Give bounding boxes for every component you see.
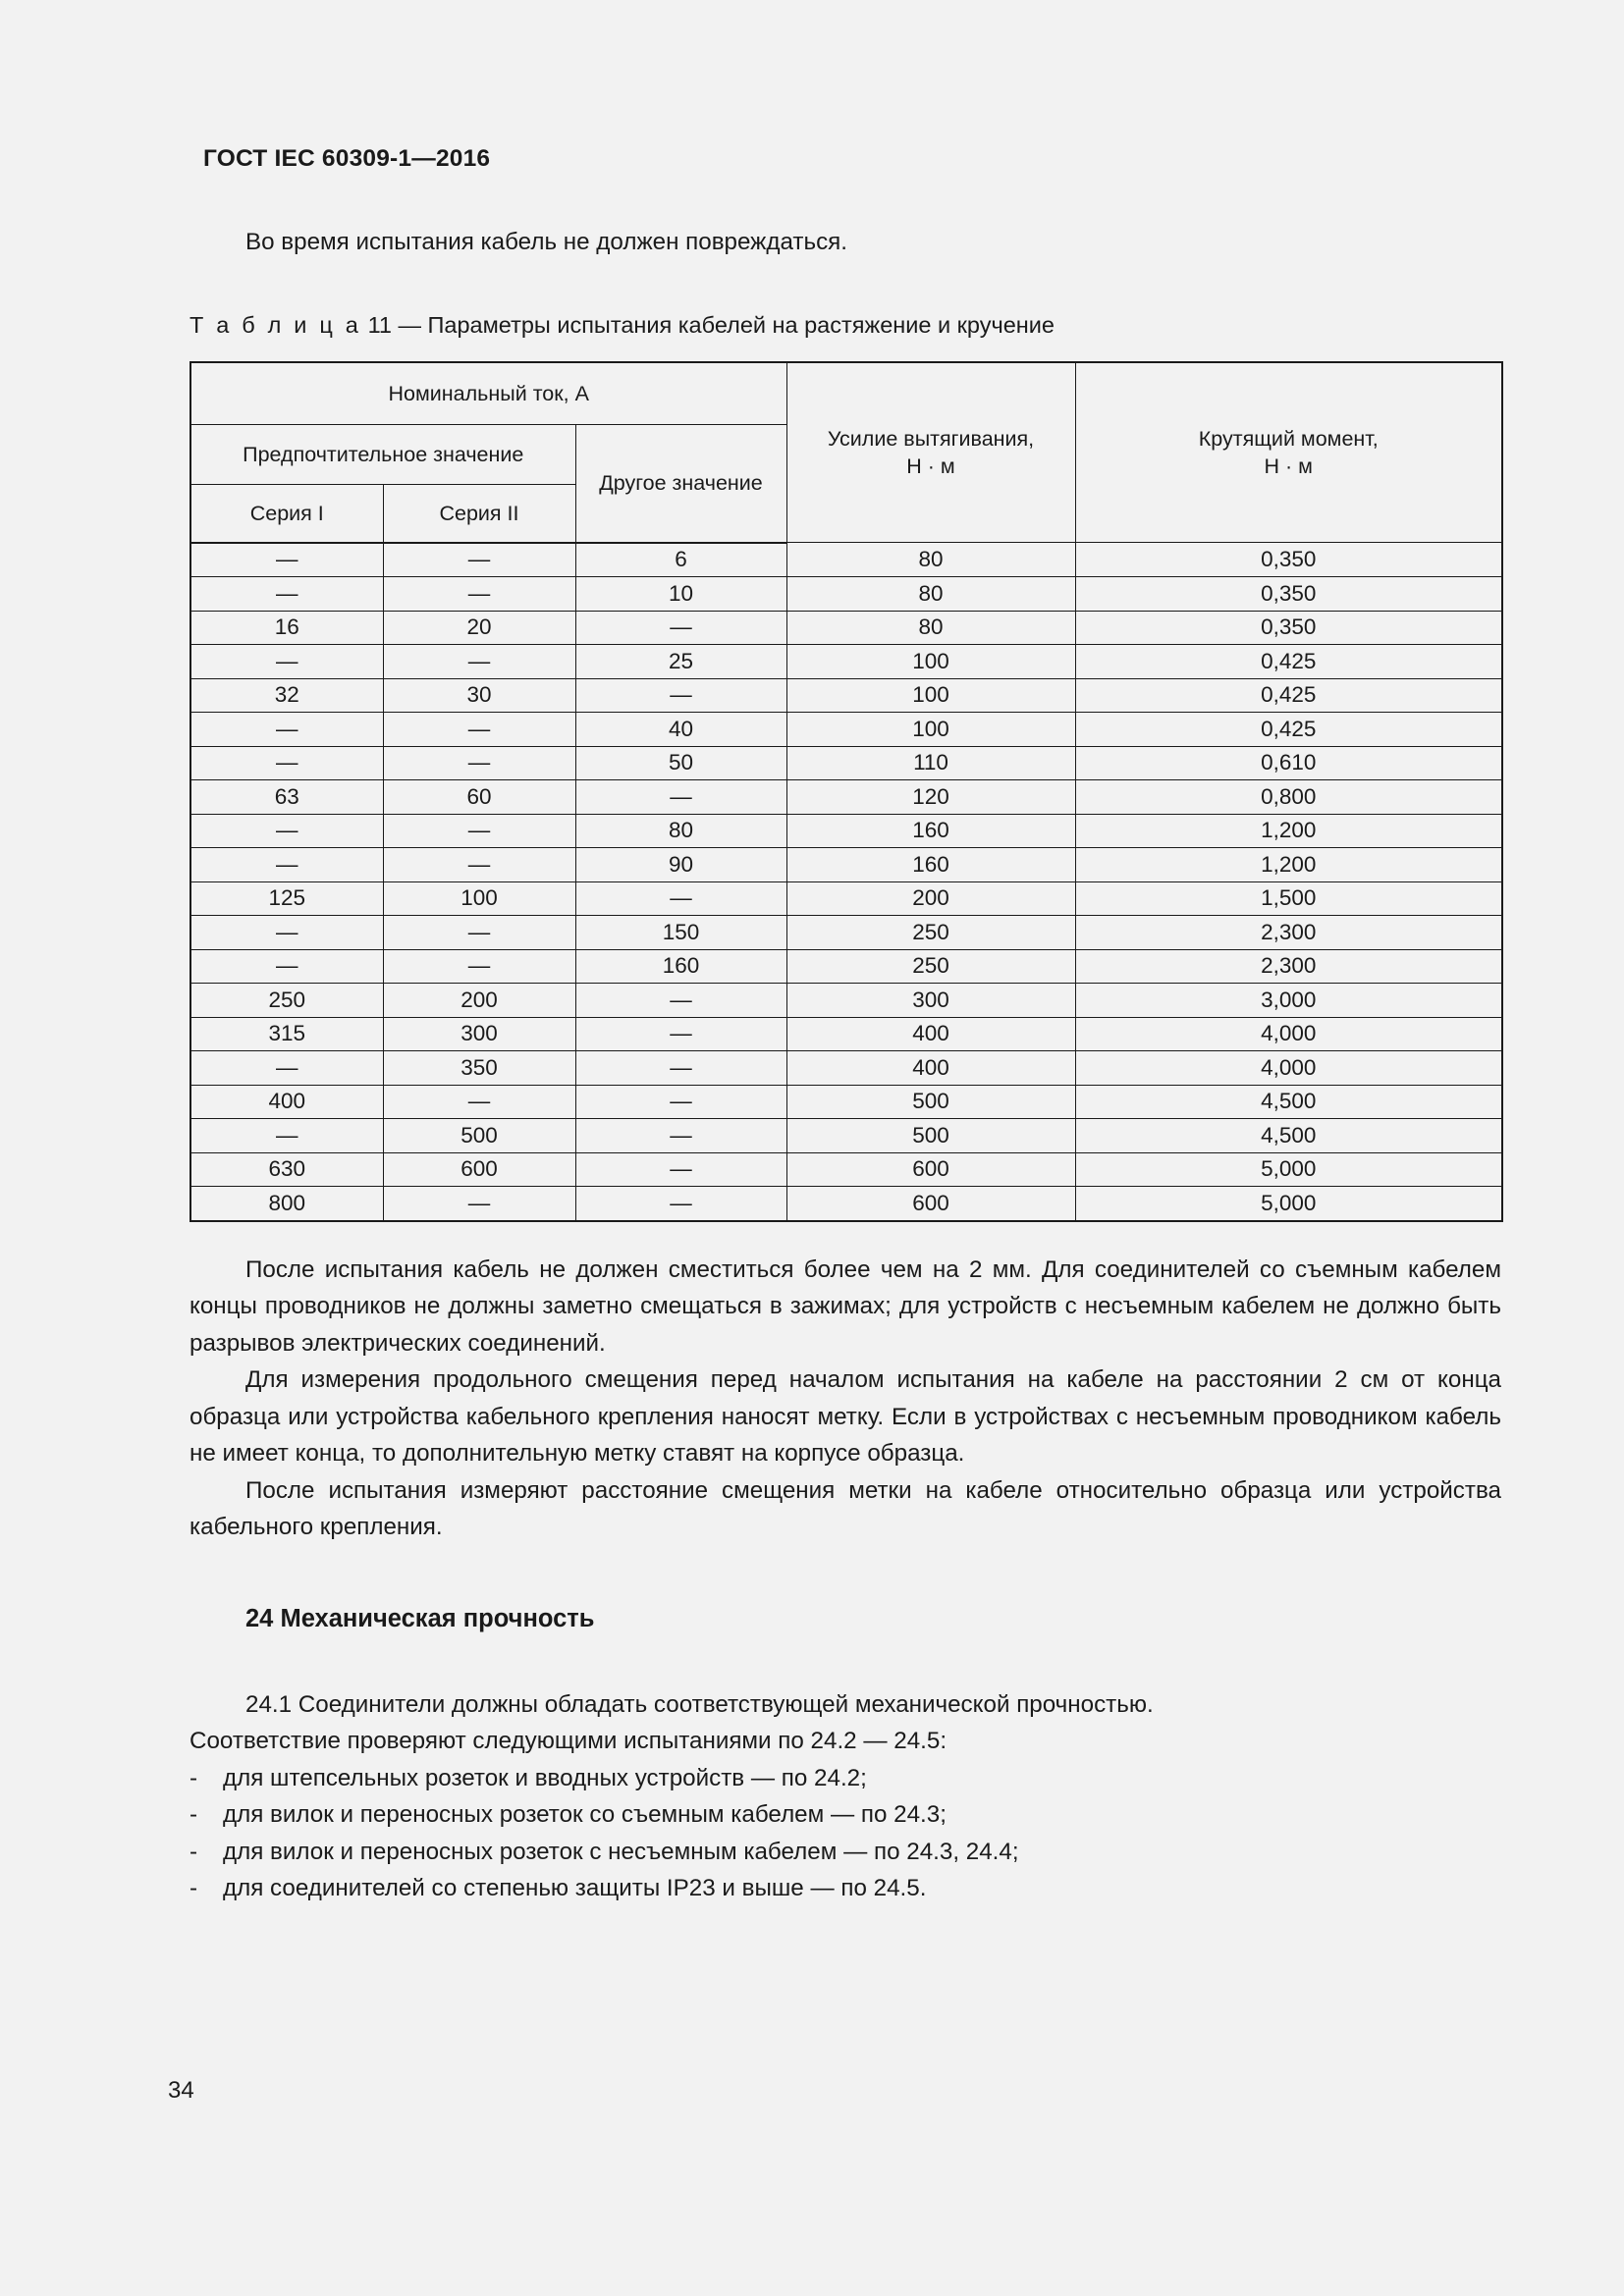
cell-other-value: 40 [575,713,786,747]
cell-other-value: — [575,1085,786,1119]
list-item-text: для штепсельных розеток и вводных устройств — по 24.2; [223,1764,867,1791]
cell-series-2: 300 [383,1017,575,1051]
cell-pull-force: 600 [786,1152,1075,1187]
cell-other-value: — [575,780,786,815]
list-item [189,1796,1501,1834]
cell-series-1: — [190,543,383,577]
list-item [189,1834,1501,1871]
cell-series-2: — [383,746,575,780]
cell-other-value: — [575,1152,786,1187]
cell-series-1: 63 [190,780,383,815]
cell-series-2: 60 [383,780,575,815]
cell-torque: 0,350 [1075,611,1502,645]
table-row [190,1187,1502,1221]
table-row [190,713,1502,747]
cell-torque: 1,500 [1075,881,1502,916]
cell-series-1: — [190,645,383,679]
cell-other-value: 160 [575,949,786,984]
cell-torque: 0,425 [1075,678,1502,713]
table-body [190,543,1502,1221]
cell-series-2: 200 [383,984,575,1018]
list-bullet: - [189,1801,198,1828]
header-pull-force-text: Усилие вытягивания, [827,426,1035,451]
header-rated-current: Номинальный ток, А [190,362,786,425]
list-bullet: - [189,1764,198,1791]
header-other-value: Другое значение [575,424,786,543]
cell-series-1: 250 [190,984,383,1018]
list-item-text: для вилок и переносных розеток со съемным кабелем — по 24.3; [223,1801,947,1828]
body-paragraph-1: После испытания кабель не должен сместиться более чем на 2 мм. Для соединителей со съемным кабелем концы проводников не должны заметно смещаться в зажимах; для устройств с несъемным кабелем не должно быть разрывов электрических соединений. [189,1255,1501,1357]
cell-pull-force: 500 [786,1085,1075,1119]
section-heading-24: 24 Механическая прочность [245,1604,595,1632]
cell-torque: 1,200 [1075,848,1502,882]
cell-series-2: 20 [383,611,575,645]
cell-series-2: 100 [383,881,575,916]
cell-pull-force: 600 [786,1187,1075,1221]
cell-other-value: — [575,1017,786,1051]
cell-torque: 2,300 [1075,916,1502,950]
cell-pull-force: 200 [786,881,1075,916]
cell-series-2: — [383,1187,575,1221]
cell-torque: 4,500 [1075,1119,1502,1153]
cell-other-value: 10 [575,577,786,612]
spacer [189,1546,1501,1602]
cell-other-value: — [575,1119,786,1153]
table-header-row-1 [190,362,1502,425]
cell-torque: 5,000 [1075,1152,1502,1187]
cell-series-2: — [383,1085,575,1119]
cell-pull-force: 400 [786,1017,1075,1051]
cell-torque: 3,000 [1075,984,1502,1018]
cell-series-2: — [383,543,575,577]
header-pull-force-unit: Н · м [906,454,955,478]
table-caption-dash: — [398,311,421,338]
cell-pull-force: 80 [786,543,1075,577]
body-paragraph-3: После испытания измеряют расстояние смещения метки на кабеле относительно образца или устройства кабельного крепления. [189,1476,1501,1540]
cell-other-value: — [575,984,786,1018]
cell-torque: 1,200 [1075,814,1502,848]
cell-pull-force: 500 [786,1119,1075,1153]
cell-pull-force: 160 [786,814,1075,848]
cell-series-2: — [383,848,575,882]
table-row [190,1152,1502,1187]
cell-other-value: — [575,611,786,645]
cell-series-1: — [190,577,383,612]
cell-series-1: 16 [190,611,383,645]
cell-other-value: 80 [575,814,786,848]
page-number: 34 [168,2077,194,2104]
header-pull-force [786,362,1075,543]
body-paragraph-2: Для измерения продольного смещения перед началом испытания на кабеле на расстоянии 2 см от конца образца или устройства кабельного крепления наносят метку. Если в устройствах с несъемным проводником кабель не имеет конца, то дополнительную метку ставят на корпусе образца. [189,1366,1501,1467]
table-row [190,848,1502,882]
cell-torque: 0,610 [1075,746,1502,780]
table-head [190,362,1502,543]
header-series-2: Серия II [383,484,575,543]
list-bullet: - [189,1875,198,1901]
cell-torque: 5,000 [1075,1187,1502,1221]
table-row [190,645,1502,679]
list-item-text: для соединителей со степенью защиты IP23 и выше — по 24.5. [223,1875,927,1901]
table-caption-label: Т а б л и ц а [189,311,362,338]
cell-series-2: 600 [383,1152,575,1187]
cell-torque: 2,300 [1075,949,1502,984]
page-content [189,224,1501,1907]
cell-pull-force: 100 [786,645,1075,679]
cell-torque: 0,350 [1075,577,1502,612]
cell-pull-force: 300 [786,984,1075,1018]
cell-torque: 4,000 [1075,1051,1502,1086]
spacer [189,261,1501,310]
cell-series-1: — [190,713,383,747]
cell-series-1: — [190,814,383,848]
table-caption-title: Параметры испытания кабелей на растяжение и кручение [427,311,1055,338]
cell-pull-force: 100 [786,678,1075,713]
running-head: ГОСТ IEC 60309-1—2016 [203,145,491,172]
cell-series-2: 30 [383,678,575,713]
cell-series-1: 125 [190,881,383,916]
cell-series-1: — [190,848,383,882]
cell-series-1: — [190,949,383,984]
cell-series-1: — [190,1051,383,1086]
table-row [190,577,1502,612]
cell-pull-force: 250 [786,916,1075,950]
header-torque [1075,362,1502,543]
cell-series-2: — [383,916,575,950]
table-row [190,949,1502,984]
cell-pull-force: 400 [786,1051,1075,1086]
cell-series-2: 500 [383,1119,575,1153]
table-row [190,678,1502,713]
cell-series-2: — [383,577,575,612]
cell-pull-force: 250 [786,949,1075,984]
table-row [190,611,1502,645]
cell-series-1: 32 [190,678,383,713]
cell-pull-force: 160 [786,848,1075,882]
cell-series-1: 400 [190,1085,383,1119]
table-row [190,984,1502,1018]
cell-series-1: — [190,746,383,780]
header-series-1: Серия I [190,484,383,543]
cell-series-2: 350 [383,1051,575,1086]
cell-other-value: — [575,1187,786,1221]
list-item [189,1870,1501,1907]
cell-other-value: 90 [575,848,786,882]
cell-torque: 0,425 [1075,645,1502,679]
cell-pull-force: 100 [786,713,1075,747]
cell-other-value: 25 [575,645,786,679]
spacer [189,1222,1501,1252]
cell-series-2: — [383,814,575,848]
cell-other-value: 6 [575,543,786,577]
list-bullet: - [189,1838,198,1865]
cell-other-value: — [575,678,786,713]
cell-other-value: 150 [575,916,786,950]
spacer [189,340,1501,361]
header-preferred-value: Предпочтительное значение [190,424,575,484]
list-item-text: для вилок и переносных розеток с несъемным кабелем — по 24.3, 24.4; [223,1838,1019,1865]
cell-torque: 4,000 [1075,1017,1502,1051]
cell-other-value: — [575,1051,786,1086]
compliance-test-list [189,1760,1501,1907]
table-row [190,1051,1502,1086]
cell-other-value: — [575,881,786,916]
cell-series-2: — [383,645,575,679]
cell-series-1: 800 [190,1187,383,1221]
cell-pull-force: 80 [786,577,1075,612]
table-row [190,1085,1502,1119]
table-row [190,814,1502,848]
header-torque-unit: Н · м [1264,454,1313,478]
table-caption-number: 11 [367,311,392,338]
cell-series-2: — [383,949,575,984]
table-row [190,881,1502,916]
list-item [189,1760,1501,1797]
clause-24-1-line-1: 24.1 Соединители должны обладать соответствующей механической прочностью. [245,1690,1154,1718]
cable-test-parameters-table [189,361,1503,1222]
cell-series-1: — [190,1119,383,1153]
table-row [190,746,1502,780]
cell-series-1: 630 [190,1152,383,1187]
cell-pull-force: 110 [786,746,1075,780]
cell-pull-force: 120 [786,780,1075,815]
table-caption [189,310,1501,340]
cell-torque: 0,800 [1075,780,1502,815]
spacer [189,1635,1501,1686]
cell-series-2: — [383,713,575,747]
table-row [190,1119,1502,1153]
cell-other-value: 50 [575,746,786,780]
cell-torque: 4,500 [1075,1085,1502,1119]
cell-torque: 0,425 [1075,713,1502,747]
cell-series-1: 315 [190,1017,383,1051]
cell-series-1: — [190,916,383,950]
table-row [190,916,1502,950]
cell-torque: 0,350 [1075,543,1502,577]
table-row [190,543,1502,577]
clause-24-1-line-2: Соответствие проверяют следующими испытаниями по 24.2 — 24.5: [189,1728,947,1754]
intro-paragraph: Во время испытания кабель не должен повреждаться. [245,229,847,255]
header-torque-text: Крутящий момент, [1198,426,1379,451]
table-row [190,1017,1502,1051]
cell-pull-force: 80 [786,611,1075,645]
table-row [190,780,1502,815]
